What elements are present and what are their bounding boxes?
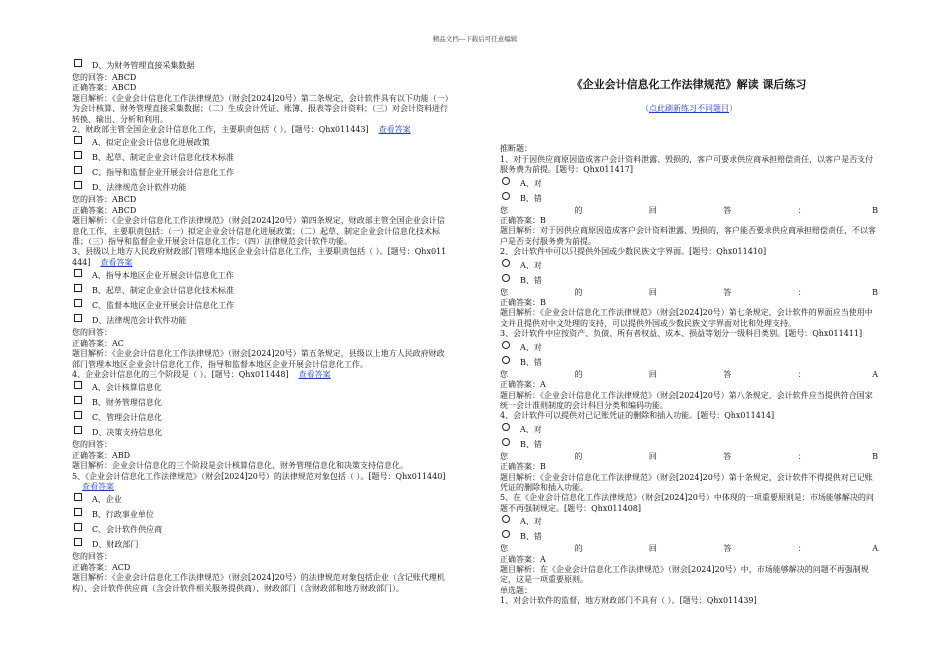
checkbox[interactable]	[74, 538, 82, 546]
checkbox[interactable]	[74, 166, 82, 174]
your-answer-row	[500, 206, 878, 216]
q4-option-b[interactable]	[72, 395, 450, 410]
explanation: 题目解析：《企业会计信息化工作法律规范》（财会[2024]20号）第十条规定，会计软件不得提供对已记账凭证的删除和插入功能。	[500, 472, 873, 492]
your-answer: 您的回答：	[72, 440, 112, 450]
option-false[interactable]	[500, 529, 878, 544]
q1-option-d[interactable]	[72, 58, 450, 73]
option-label: A、企业	[92, 495, 122, 505]
your-answer-value: B	[872, 451, 878, 461]
your-answer-char: 您	[500, 205, 508, 215]
radio[interactable]	[502, 515, 510, 523]
q3-option-d[interactable]	[72, 313, 450, 328]
option-label: B、行政事业单位	[92, 510, 154, 520]
your-answer-char: 的	[574, 451, 583, 461]
correct-answer: 正确答案：ABD	[72, 450, 131, 460]
option-true[interactable]	[500, 514, 878, 529]
your-answer: 您的回答：ABCD	[72, 195, 137, 205]
option-label: A、对	[520, 424, 542, 434]
explanation: 题目解析：《企业会计信息化工作法律规范》（财会[2024]20号）第二条规定，会计软件具有以下功能（一）为会计核算、财务管理直接采集数据；（二）生成会计凭证、账簿、报表等会计资料；（三）对会计资料进行转换、输出、分析和利用。	[72, 93, 449, 124]
stem-text: 4、企业会计信息化的三个阶段是（ ）。[题号：Qhx011448]	[72, 369, 289, 379]
option-label: D、决策支持信息化	[92, 428, 163, 438]
option-label: B、错	[520, 275, 542, 285]
judge-question-1	[500, 155, 878, 247]
q3-option-a[interactable]	[72, 268, 450, 283]
explanation: 题目解析：《企业会计信息化工作法律规范》（财会[2024]20号）第五条规定，县级以上地方人民政府财政部门管理本地区企业会计信息化工作，指导和监督本地区企业开展会计信息化工作。	[72, 349, 445, 369]
option-true[interactable]	[500, 258, 878, 273]
option-label: B、错	[520, 357, 542, 367]
q2-option-d[interactable]	[72, 180, 450, 195]
stem-text: 5、《企业会计信息化工作法律规范》（财会[2024]20号）的法律规范对象包括（ ）。[题号：Qhx011440]	[72, 471, 446, 481]
your-answer-char: 您	[500, 369, 508, 379]
option-true[interactable]	[500, 422, 878, 437]
option-label: D、为财务管理直接采集数据	[92, 61, 195, 70]
option-false[interactable]	[500, 437, 878, 452]
your-answer-row	[500, 370, 878, 380]
checkbox[interactable]	[74, 381, 82, 389]
checkbox[interactable]	[74, 284, 82, 292]
your-answer: 您的回答：	[72, 552, 112, 562]
judge-question-5	[500, 493, 878, 585]
your-answer: 您的回答：ABCD	[72, 73, 137, 82]
option-label: D、财政部门	[92, 540, 139, 550]
your-answer-char: 回	[648, 544, 657, 554]
option-false[interactable]	[500, 355, 878, 370]
your-answer-char: 的	[574, 205, 583, 215]
option-true[interactable]	[500, 176, 878, 191]
left-column	[72, 58, 450, 594]
question-stem: 3、会计软件中应按资产、负债、所有者权益、成本、损益等划分一级科目类别。[题号：Qhx011411]	[500, 329, 863, 339]
option-label: B、错	[520, 532, 542, 542]
option-label: A、会计核算信息化	[92, 383, 162, 393]
correct-answer: 正确答案：ABCD	[72, 205, 137, 215]
stem-text: 3、县级以上地方人民政府财政部门管理本地区企业会计信息化工作，主要职责包括（ ）。[题号：Qhx011444]	[72, 247, 447, 267]
radio[interactable]	[502, 438, 510, 446]
your-answer-char: 回	[648, 205, 657, 215]
option-label: A、指导本地区企业开展会计信息化工作	[92, 271, 234, 281]
judge-question-4	[500, 411, 878, 493]
view-answer-link[interactable]: 查看答案	[298, 369, 331, 379]
checkbox[interactable]	[74, 151, 82, 159]
option-label: D、法律规范会计软件功能	[92, 316, 187, 326]
your-answer-char: 答	[723, 205, 732, 215]
right-column	[500, 78, 878, 607]
explanation: 题目解析：《企业会计信息化工作法律规范》（财会[2024]20号）第八条规定，会计软件应当提供符合国家统一会计准则制度的会计科目分类和编码功能。	[500, 390, 873, 410]
your-answer-char: ：	[797, 369, 806, 379]
correct-answer: 正确答案：A	[500, 554, 546, 564]
view-answer-link[interactable]: 查看答案	[82, 481, 114, 491]
checkbox[interactable]	[74, 523, 82, 531]
your-answer-char: 答	[723, 451, 732, 461]
option-label: C、管理会计信息化	[92, 413, 163, 423]
checkbox[interactable]	[74, 299, 82, 307]
q2-option-b[interactable]	[72, 150, 450, 165]
q5-option-c[interactable]	[72, 522, 450, 537]
option-label: A、对	[520, 517, 542, 527]
your-answer-value: B	[872, 205, 878, 215]
judge-question-2	[500, 247, 878, 329]
correct-answer: 正确答案：B	[500, 216, 546, 226]
question-stem: 4、会计软件可以提供对已记账凭证的删除和插入功能。[题号：Qhx011414]	[500, 411, 775, 421]
option-label: A、对	[520, 178, 542, 188]
your-answer-value: A	[872, 369, 878, 379]
your-answer-char: 的	[574, 544, 583, 554]
refresh-row: （点此刷新练习不同题目）	[641, 104, 737, 113]
your-answer: 您的回答：	[72, 328, 112, 338]
option-false[interactable]	[500, 191, 878, 206]
checkbox[interactable]	[74, 396, 82, 404]
q5-option-a[interactable]	[72, 492, 450, 507]
explanation: 题目解析：在《企业会计信息化工作法律规范》（财会[2024]20号）中，市场能够解决的问题不再强制规定，这是一项重要原则。	[500, 564, 869, 585]
option-label: C、会计软件供应商	[92, 525, 163, 535]
q4-option-d[interactable]	[72, 425, 450, 440]
option-label: B、错	[520, 193, 542, 203]
view-answer-link[interactable]: 查看答案	[100, 257, 133, 267]
radio[interactable]	[502, 341, 510, 349]
option-label: B、起草、制定企业会计信息化技术标准	[92, 286, 234, 296]
explanation: 题目解析：《企业会计信息化工作法律规范》（财会[2024]20号）的法律规范对象包括企业（含记账代理机构）、会计软件供应商（含会计软件相关服务提供商）、财政部门（含财政部和地方财政部门）。	[72, 573, 445, 593]
your-answer-char: 您	[500, 544, 508, 554]
section-heading: 推断题：	[500, 144, 532, 154]
option-label: A、对	[520, 342, 542, 352]
radio[interactable]	[502, 274, 510, 282]
radio[interactable]	[502, 259, 510, 267]
page-header: 精品文档---下载后可任意编辑	[432, 35, 518, 43]
radio[interactable]	[502, 192, 510, 200]
q5-option-b[interactable]	[72, 507, 450, 522]
option-false[interactable]	[500, 273, 878, 288]
checkbox[interactable]	[74, 426, 82, 434]
option-label: C、指导和监督企业开展会计信息化工作	[92, 168, 235, 178]
question-stem	[72, 472, 450, 493]
q4-option-a[interactable]	[72, 380, 450, 395]
explanation: 题目解析：《企业会计信息化工作法律规范》（财会[2024]20号）第七条规定，会计软件的界面应当使用中文并且提供对中文处理的支持，可以提供外国或少数民族文字界面对比和处理支持。	[500, 308, 873, 328]
correct-answer: 正确答案：A	[500, 380, 546, 390]
option-label: D、法律规范会计软件功能	[92, 183, 187, 193]
your-answer-char: ：	[797, 544, 806, 554]
your-answer-char: 的	[574, 287, 583, 297]
your-answer-row	[500, 288, 878, 298]
checkbox[interactable]	[74, 181, 82, 189]
question-stem: 5、在《企业会计信息化工作法律规范》（财会[2024]20号）中体现的一项重要原则是：市场能够解决的问题不再强制规定。[题号：Qhx011408]	[500, 493, 874, 513]
explanation: 题目解析：企业会计信息化的三个阶段是会计核算信息化、财务管理信息化和决策支持信息化。	[72, 461, 408, 471]
radio[interactable]	[502, 356, 510, 364]
your-answer-char: 您	[500, 451, 508, 461]
option-label: C、监督本地区企业开展会计信息化工作	[92, 301, 235, 311]
explanation: 题目解析：《企业会计信息化工作法律规范》（财会[2024]20号）第四条规定，财政部主管全国企业会计信息化工作，主要职责包括：（一）拟定企业会计信息化进展政策；（二）起草、制定企业会计信息化技术标准；（三）指导和监督企业开展会计信息化工作；（四）法律规范会计软件功能。	[72, 216, 445, 247]
option-label: A、拟定企业会计信息化进展政策	[92, 138, 210, 148]
option-label: B、财务管理信息化	[92, 398, 162, 408]
your-answer-char: 回	[648, 287, 657, 297]
stem-text: 2、财政部主管全国企业会计信息化工作，主要职责包括（ ）。[题号：Qhx011443]	[72, 125, 369, 135]
view-answer-link[interactable]: 查看答案	[378, 125, 411, 135]
checkbox[interactable]	[74, 508, 82, 516]
your-answer-value: A	[872, 544, 878, 554]
your-answer-char: 答	[723, 544, 732, 554]
your-answer-char: 回	[648, 451, 657, 461]
q3-option-b[interactable]	[72, 283, 450, 298]
q5-option-d[interactable]	[72, 537, 450, 552]
your-answer-char: 的	[574, 369, 583, 379]
checkbox[interactable]	[74, 493, 82, 501]
radio[interactable]	[502, 530, 510, 538]
question-stem	[72, 370, 450, 380]
correct-answer: 正确答案：ACD	[72, 562, 131, 572]
option-label: A、对	[520, 260, 542, 270]
page-title: 《企业会计信息化工作法律规范》解读 课后练习	[571, 78, 807, 91]
q3-option-c[interactable]	[72, 298, 450, 313]
q2-option-c[interactable]	[72, 165, 450, 180]
correct-answer: 正确答案：ABCD	[72, 83, 137, 93]
checkbox[interactable]	[74, 411, 82, 419]
question-stem	[72, 247, 450, 268]
your-answer-row	[500, 452, 878, 462]
correct-answer: 正确答案：B	[500, 462, 546, 472]
question-stem: 2、会计软件中可以只提供外国或少数民族文字界面。[题号：Qhx011410]	[500, 247, 767, 257]
checkbox[interactable]	[74, 314, 82, 322]
your-answer-char: 回	[648, 369, 657, 379]
your-answer-char: ：	[797, 451, 806, 461]
option-true[interactable]	[500, 340, 878, 355]
checkbox[interactable]	[74, 269, 82, 277]
your-answer-char: ：	[797, 205, 806, 215]
your-answer-row	[500, 544, 878, 554]
your-answer-char: 您	[500, 287, 508, 297]
q4-option-c[interactable]	[72, 410, 450, 425]
q2-option-a[interactable]	[72, 135, 450, 150]
your-answer-value: B	[872, 287, 878, 297]
radio[interactable]	[502, 423, 510, 431]
refresh-link[interactable]: 点此刷新练习不同题目	[649, 104, 729, 113]
your-answer-char: 答	[723, 287, 732, 297]
radio[interactable]	[502, 177, 510, 185]
your-answer-char: ：	[797, 287, 806, 297]
option-label: B、起草、制定企业会计信息化技术标准	[92, 153, 234, 163]
your-answer-char: 答	[723, 369, 732, 379]
correct-answer: 正确答案：AC	[72, 338, 124, 348]
checkbox[interactable]	[74, 59, 82, 67]
question-stem	[72, 125, 450, 135]
section-heading: 单选题：	[500, 585, 532, 595]
option-label: B、错	[520, 439, 542, 449]
question-stem: 1、对会计软件的监督，地方财政部门不具有（ ）。[题号：Qhx011439]	[500, 596, 757, 606]
checkbox[interactable]	[74, 136, 82, 144]
judge-question-3	[500, 329, 878, 411]
correct-answer: 正确答案：B	[500, 298, 546, 308]
question-stem: 1、对于因供应商原因造成客户会计资料泄露、毁损的，客户可要求供应商承担赔偿责任，以客户是否支付服务费为前提。[题号：Qhx011417]	[500, 154, 874, 175]
explanation: 题目解析：对于因供应商原因造成客户会计资料泄露、毁损的，客户能否要求供应商承担赔偿责任，不以客户是否支付服务费为前提。	[500, 226, 876, 246]
